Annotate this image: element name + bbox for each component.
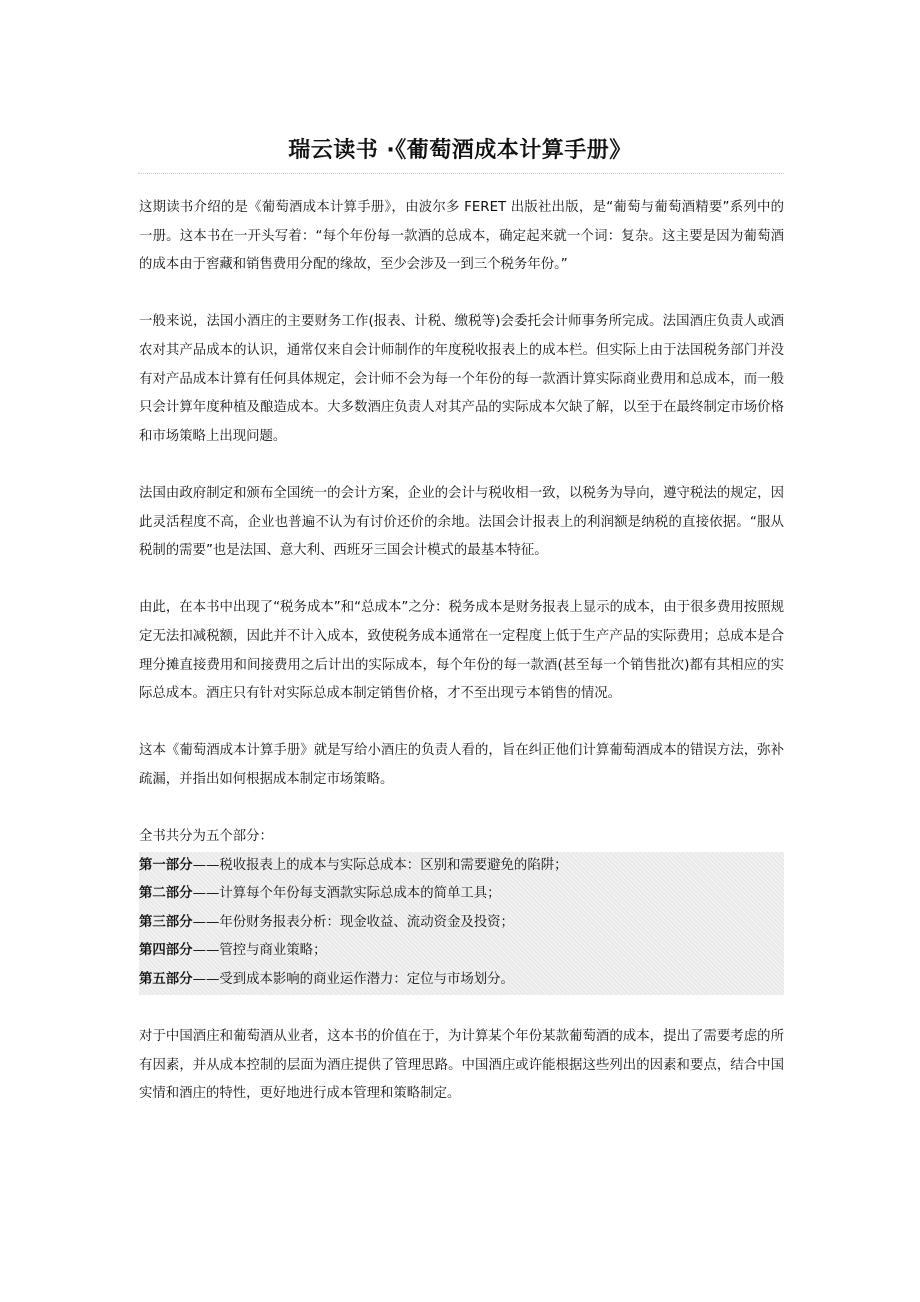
list-item: [139, 852, 784, 881]
paragraph-intro: 这期读书介绍的是《葡萄酒成本计算手册》，由波尔多 FERET 出版社出版，是“葡萄与葡萄酒精要”系列中的一册。这本书在一开头写着：“每个年份每一款酒的总成本，确定起来就一个词：复杂。这主要是因为葡萄酒的成本由于窖藏和销售费用分配的缘故，至少会涉及一到三个税务年份。”: [139, 200, 784, 273]
page-title: 瑞云读书 ·《葡萄酒成本计算手册》: [288, 137, 632, 163]
parts-list: [139, 852, 784, 995]
part-name: 第一部分: [139, 857, 193, 873]
paragraph-cost-types: 由此，在本书中出现了“税务成本”和“总成本”之分：税务成本是财务报表上显示的成本，由于很多费用按照规定无法扣减税额，因此并不计入成本，致使税务成本通常在一定程度上低于生产产品的实际费用；总成本是合理分摊直接费用和间接费用之后计出的实际成本，每个年份的每一款酒(甚至每一个销售批次)都有其相应的实际总成本。酒庄只有针对实际总成本制定销售价格，才不至出现亏本销售的情况。: [139, 600, 784, 702]
paragraph-accounting-practice: 一般来说，法国小酒庄的主要财务工作(报表、计税、缴税等)会委托会计师事务所完成。法国酒庄负责人或酒农对其产品成本的认识，通常仅来自会计师制作的年度税收报表上的成本栏。但实际上由于法国税务部门并没有对产品成本计算有任何具体规定，会计师不会为每一个年份的每一款酒计算实际商业费用和总成本，而一般只会计算年度种植及酿造成本。大多数酒庄负责人对其产品的实际成本欠缺了解，以至于在最终制定市场价格和市场策略上出现问题。: [139, 314, 784, 444]
part-name: 第四部分: [139, 943, 193, 959]
paragraph-french-accounting: 法国由政府制定和颁布全国统一的会计方案，企业的会计与税收相一致，以税务为导向，遵守税法的规定，因此灵活程度不高，企业也普遍不认为有讨价还价的余地。法国会计报表上的利润额是纳税的直接依据。“服从税制的需要”也是法国、意大利、西班牙三国会计模式的最基本特征。: [139, 485, 784, 559]
list-item: [139, 909, 784, 938]
paragraph-book-purpose: 这本《葡萄酒成本计算手册》就是写给小酒庄的负责人看的，旨在纠正他们计算葡萄酒成本的错误方法，弥补疏漏，并指出如何根据成本制定市场策略。: [139, 743, 784, 787]
part-name: 第五部分: [139, 972, 193, 988]
list-intro: 全书共分为五个部分：: [139, 829, 273, 845]
part-description: ——计算每个年份每支酒款实际总成本的简单工具；: [192, 886, 501, 902]
part-description: ——受到成本影响的商业运作潜力：定位与市场划分。: [192, 972, 514, 988]
part-description: ——管控与商业策略；: [192, 943, 327, 959]
part-name: 第三部分: [139, 914, 193, 930]
list-item: [139, 937, 784, 966]
list-item: [139, 880, 784, 909]
article-body: [139, 194, 784, 1138]
part-name: 第二部分: [139, 886, 193, 902]
list-item: [139, 966, 784, 995]
part-description: ——税收报表上的成本与实际总成本：区别和需要避免的陷阱；: [192, 857, 568, 873]
paragraph-closing: 对于中国酒庄和葡萄酒从业者，这本书的价值在于，为计算某个年份某款葡萄酒的成本，提出了需要考虑的所有因素，并从成本控制的层面为酒庄提供了管理思路。中国酒庄或许能根据这些列出的因素和要点，结合中国实情和酒庄的特性，更好地进行成本管理和策略制定。: [139, 1029, 784, 1102]
part-description: ——年份财务报表分析：现金收益、流动资金及投资；: [192, 914, 514, 930]
title-divider: [138, 173, 784, 174]
